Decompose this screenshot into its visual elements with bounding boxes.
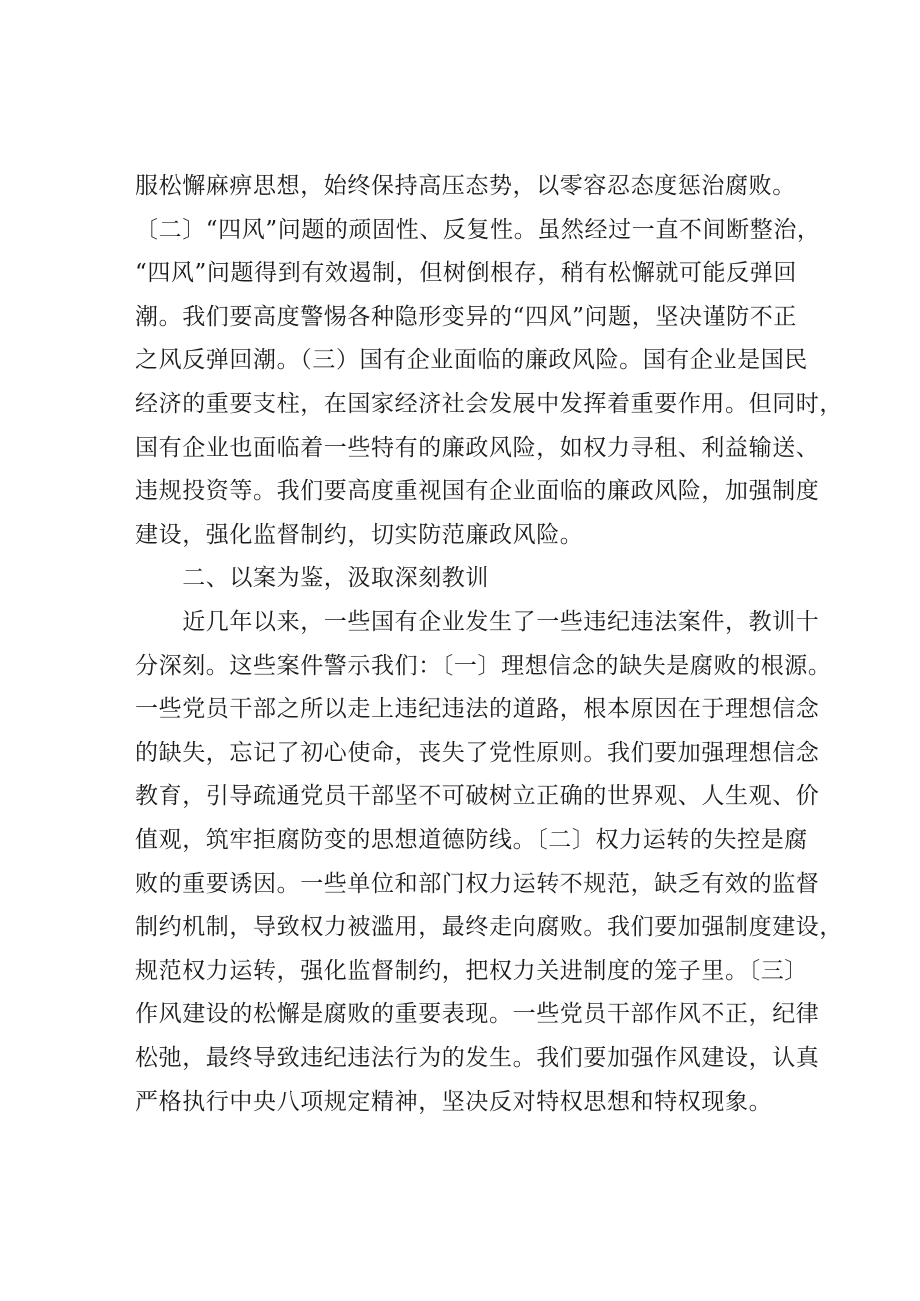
text-line: 制约机制，导致权力被滥用，最终走向腐败。我们要加强制度建设， [135, 914, 843, 941]
text-line: 作风建设的松懈是腐败的重要表现。一些党员干部作风不正，纪律 [135, 1001, 820, 1028]
text-line: 值观，筑牢拒腐防变的思想道德防线。〔二〕权力运转的失控是腐 [135, 826, 808, 853]
text-line: 近几年以来，一些国有企业发生了一些违纪违法案件，教训十 [135, 609, 820, 635]
text-line: 规范权力运转，强化监督制约，把权力关进制度的笼子里。〔三〕 [135, 957, 808, 984]
text-line: 建设，强化监督制约，切实防范廉政风险。 [135, 521, 584, 548]
text-line: 经济的重要支柱，在国家经济社会发展中发挥着重要作用。但同时， [135, 390, 843, 417]
text-line: 服松懈麻痹思想，始终保持高压态势，以零容忍态度惩治腐败。 [135, 173, 796, 199]
text-line: 分深刻。这些案件警示我们：〔一〕理想信念的缺失是腐败的根源。 [135, 652, 832, 679]
text-line: 严格执行中央八项规定精神，坚决反对特权思想和特权现象。 [135, 1088, 773, 1115]
text-line: 〔二〕“四风”问题的顽固性、反复性。虽然经过一直不间断整治， [135, 216, 821, 243]
text-line: 败的重要诱因。一些单位和部门权力运转不规范，缺乏有效的监督 [135, 870, 820, 897]
text-line: 一些党员干部之所以走上违纪违法的道路，根本原因在于理想信念 [135, 696, 820, 723]
section-heading [135, 557, 807, 601]
section-heading-text: 二、以案为鉴，汲取深刻教训 [135, 565, 489, 591]
text-line: 潮。我们要高度警惕各种隐形变异的“四风”问题，坚决谨防不正 [135, 303, 797, 330]
text-line: 国有企业也面临着一些特有的廉政风险，如权力寻租、利益输送、 [135, 434, 820, 461]
text-line: 之风反弹回潮。（三）国有企业面临的廉政风险。国有企业是国民 [135, 347, 808, 374]
text-line: 教育，引导疏通党员干部坚不可破树立正确的世界观、人生观、价 [135, 783, 820, 810]
text-line: 松弛，最终导致违纪违法行为的发生。我们要加强作风建设，认真 [135, 1044, 820, 1071]
text-line: 的缺失，忘记了初心使命，丧失了党性原则。我们要加强理想信念 [135, 739, 820, 766]
paragraph-lessons [135, 601, 843, 1124]
text-line: “四风”问题得到有效遏制，但树倒根存，稍有松懈就可能反弹回 [135, 260, 797, 287]
paragraph-continuation [135, 165, 843, 557]
text-line: 违规投资等。我们要高度重视国有企业面临的廉政风险，加强制度 [135, 478, 820, 505]
